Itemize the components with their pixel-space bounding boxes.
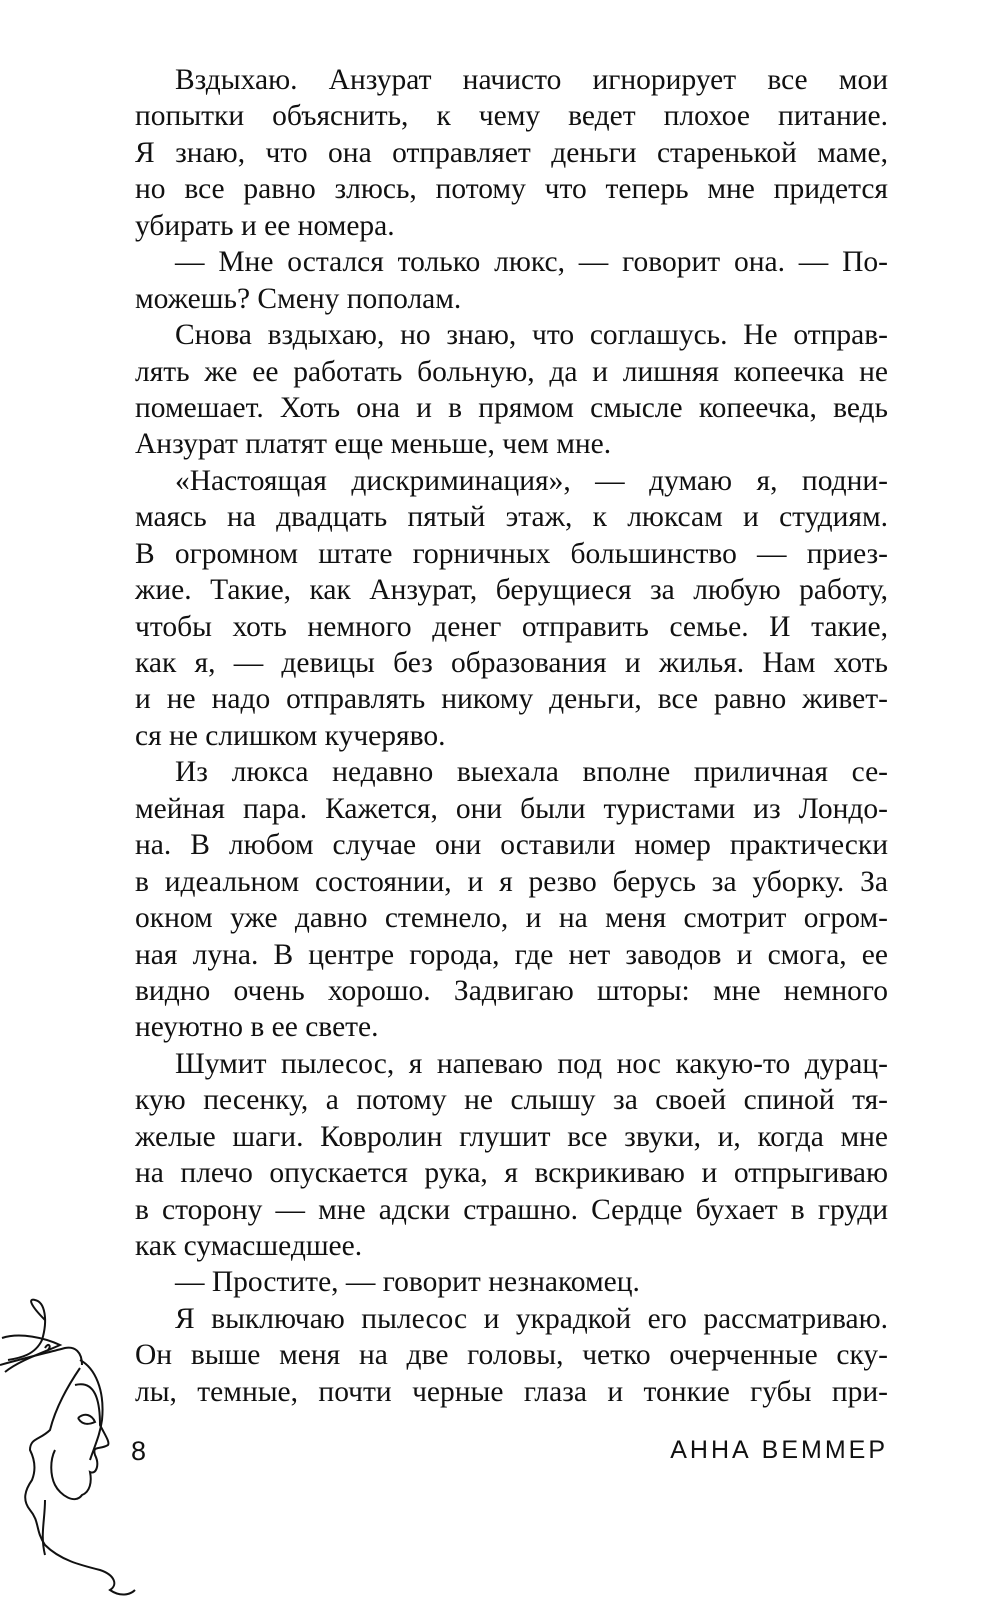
text-line: Из люкса недавно выехала вполне приличная се-	[175, 756, 888, 789]
text-line: В огромном штате горничных большинство — приез-	[135, 537, 888, 570]
text-line: и не надо отправлять никому деньги, все равно живет-	[135, 683, 888, 716]
text-line: убирать и ее номера.	[135, 209, 395, 242]
text-line: Я знаю, что она отправляет деньги старенькой маме,	[135, 136, 888, 169]
text-line: кую песенку, а потому не слышу за своей спиной тя-	[135, 1084, 888, 1117]
text-line: ная луна. В центре города, где нет заводов и смога, ее	[135, 938, 888, 971]
text-line: мейная пара. Кажется, они были туристами из Лондо-	[135, 792, 888, 825]
text-line: в идеальном состоянии, и я резво берусь за уборку. За	[135, 865, 888, 898]
text-line: маясь на двадцать пятый этаж, к люксам и студиям.	[135, 501, 888, 534]
text-line: на. В любом случае они оставили номер практически	[135, 829, 888, 862]
text-line: Анзурат платят еще меньше, чем мне.	[135, 428, 612, 461]
text-line: в сторону — мне адски страшно. Сердце бухает в груди	[135, 1193, 888, 1226]
text-line: лы, темные, почти черные глаза и тонкие губы при-	[135, 1375, 888, 1408]
text-line: Шумит пылесос, я напеваю под нос какую-то дурац-	[175, 1047, 888, 1080]
text-line: Вздыхаю. Анзурат начисто игнорирует все мои	[175, 64, 888, 96]
text-line: как я, — девицы без образования и жилья. Нам хоть	[135, 647, 888, 679]
running-footer-author: АННА ВЕММЕР	[670, 1436, 888, 1464]
text-line: — Мне остался только люкс, — говорит она. — По-	[175, 246, 888, 279]
text-line: жие. Такие, как Анзурат, берущиеся за любую работу,	[135, 574, 888, 607]
text-line: — Простите, — говорит незнакомец.	[175, 1266, 640, 1299]
body-text	[135, 62, 888, 1410]
text-line: помешает. Хоть она и в прямом смысле копеечка, ведь	[135, 391, 888, 424]
text-line: «Настоящая дискриминация», — думаю я, подни-	[175, 464, 888, 497]
text-line: Снова вздыхаю, но знаю, что соглашусь. Не отправ-	[175, 319, 888, 352]
text-line: чтобы хоть немного денег отправить семье. И такие,	[135, 610, 888, 643]
text-line: Он выше меня на две головы, четко очерченные ску-	[135, 1339, 888, 1372]
woman-profile-line-art-icon	[0, 1260, 200, 1597]
text-line: окном уже давно стемнело, и на меня смотрит огром-	[135, 902, 888, 935]
text-line: Я выключаю пылесос и украдкой его рассматриваю.	[175, 1302, 888, 1335]
text-line: попытки объяснить, к чему ведет плохое питание.	[135, 100, 888, 133]
text-line: ся не слишком кучеряво.	[135, 719, 446, 752]
text-line: можешь? Смену пополам.	[135, 282, 462, 315]
text-line: неуютно в ее свете.	[135, 1011, 379, 1044]
text-line: лять же ее работать больную, да и лишняя копеечка не	[135, 355, 888, 388]
text-line: на плечо опускается рука, я вскрикиваю и отпрыгиваю	[135, 1157, 888, 1190]
text-line: как сумасшедшее.	[135, 1230, 363, 1262]
text-line: желые шаги. Ковролин глушит все звуки, и, когда мне	[135, 1120, 888, 1153]
text-line: видно очень хорошо. Задвигаю шторы: мне немного	[135, 974, 888, 1007]
page-number: 8	[131, 1436, 147, 1466]
text-line: но все равно злюсь, потому что теперь мне придется	[135, 173, 888, 206]
